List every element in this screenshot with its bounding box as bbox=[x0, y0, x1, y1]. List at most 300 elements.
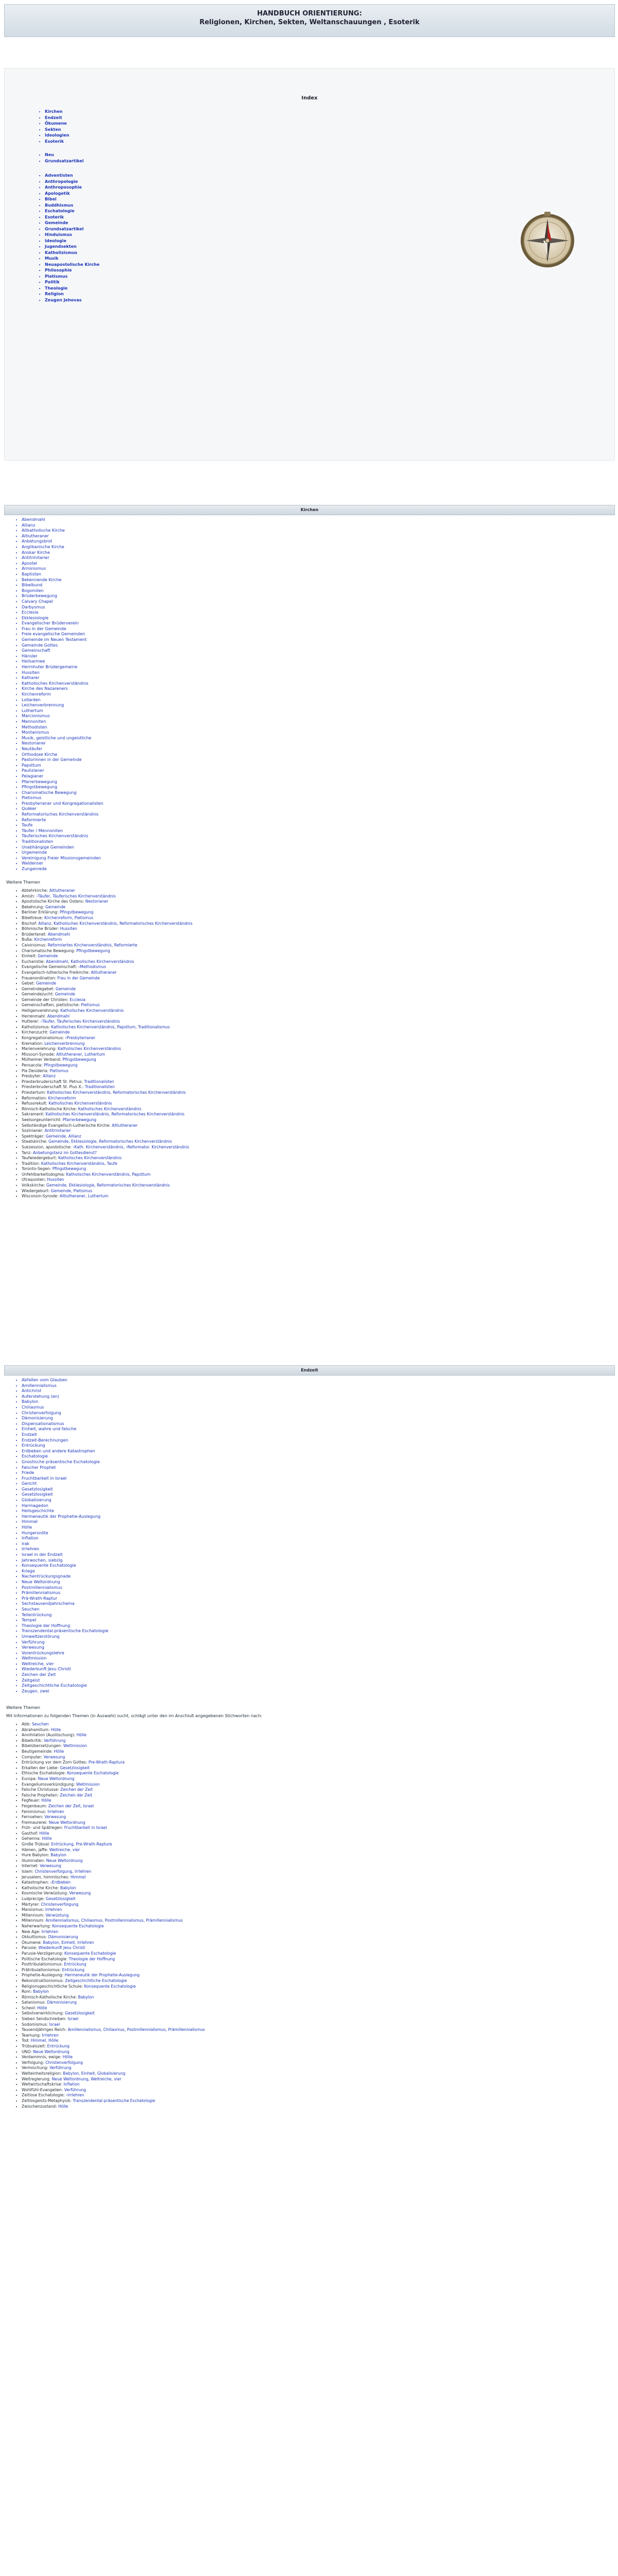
kirchen-more-item-link[interactable]: Gemeinde bbox=[54, 986, 76, 991]
endzeit-more-item-link[interactable]: Verwesung bbox=[38, 1863, 61, 1869]
kirchen-item-link[interactable]: Antitrinitarier bbox=[22, 555, 49, 561]
kirchen-item-link[interactable]: Ecclesia bbox=[22, 610, 39, 615]
index-item-link[interactable]: Sekten bbox=[45, 127, 61, 132]
kirchen-more-item-link[interactable]: Gemeinde bbox=[44, 904, 66, 909]
endzeit-more-item-link[interactable]: Irrlehren bbox=[44, 1907, 62, 1912]
endzeit-more-item-link[interactable]: Irrlehren bbox=[40, 1929, 59, 1934]
endzeit-more-item-link[interactable]: Himmel, Hölle bbox=[29, 2038, 59, 2043]
endzeit-more-item bbox=[22, 2011, 205, 2016]
index-item-link[interactable]: Anthroposophie bbox=[45, 185, 82, 190]
endzeit-item-link[interactable]: Erdbeben und andere Katastrophen bbox=[22, 1448, 95, 1453]
kirchen-more-item-link[interactable]: Gemeinde, Pietismus bbox=[49, 1188, 93, 1193]
endzeit-item-link[interactable]: Umweltzerstörung bbox=[22, 1634, 60, 1639]
endzeit-more-item-link[interactable]: Verwesung bbox=[68, 1891, 91, 1896]
endzeit-more-item-link[interactable]: Hölle bbox=[40, 1836, 52, 1841]
endzeit-item-link[interactable]: Sechstausendjahrschema bbox=[22, 1601, 75, 1606]
kirchen-more-item-link[interactable]: ›Täufer, Täuferisches Kirchenverständnis bbox=[39, 1019, 120, 1024]
kirchen-item-link[interactable]: Altkatholische Kirche bbox=[22, 528, 65, 533]
kirchen-item-link[interactable]: Abendmahl bbox=[22, 517, 45, 522]
endzeit-more-item-link[interactable]: Pre-Wrath-Raptura bbox=[87, 1760, 125, 1765]
endzeit-item-link[interactable]: Hungersnöte bbox=[22, 1530, 48, 1535]
endzeit-more-item-link[interactable]: Neue Weltordnung, Weltreiche, vier bbox=[50, 2076, 122, 2081]
endzeit-item-link[interactable]: Gnostische präsentische Eschatologie bbox=[22, 1459, 100, 1464]
endzeit-item-link[interactable]: Amillennialismus bbox=[22, 1383, 57, 1388]
kirchen-item-link[interactable]: Kirchenreform bbox=[22, 692, 51, 697]
endzeit-item-link[interactable]: Babylon bbox=[22, 1399, 39, 1404]
kirchen-item-link[interactable]: Musik, geistliche und ungeistliche bbox=[22, 735, 92, 740]
endzeit-more-item-link[interactable]: Babylon bbox=[59, 1885, 76, 1890]
endzeit-more-item-link[interactable]: Babylon bbox=[49, 1853, 67, 1858]
kirchen-item-link[interactable]: Montanismus bbox=[22, 730, 49, 735]
kirchen-more-item-link[interactable]: Antitrinitarier bbox=[43, 1128, 71, 1133]
kirchen-more-item-link[interactable]: ›Methodismus bbox=[77, 964, 106, 970]
endzeit-more-item-link[interactable]: Christenverfolgung, Irrlehren bbox=[33, 1869, 92, 1874]
endzeit-more-item-link[interactable]: ›Irrlehren bbox=[64, 2093, 84, 2098]
endzeit-item-link[interactable]: Gesetzlosigkeit bbox=[22, 1486, 53, 1492]
kirchen-item-link[interactable]: Heilsarmee bbox=[22, 659, 45, 664]
kirchen-more-item-link[interactable]: Pietismus bbox=[79, 1003, 100, 1008]
kirchen-more-item-link[interactable]: Pfingstbewegung bbox=[51, 1166, 87, 1172]
kirchen-more-item-link[interactable]: Katholisches Kirchenverständnis bbox=[57, 1156, 122, 1161]
endzeit-more-item-link[interactable]: Israel bbox=[66, 2016, 79, 2022]
endzeit-item-link[interactable]: Heilsgeschichte bbox=[22, 1509, 54, 1514]
kirchen-more-item-link[interactable]: Pfarrerbewegung bbox=[61, 1117, 97, 1122]
kirchen-more-item-link[interactable]: Traditionalisten bbox=[83, 1084, 115, 1090]
endzeit-more-item-link[interactable]: Hölle bbox=[57, 2104, 68, 2109]
kirchen-item-link[interactable]: Evangelischer Brüderverein bbox=[22, 621, 79, 626]
kirchen-item-link[interactable]: Darbysmus bbox=[22, 604, 45, 609]
endzeit-more-item-link[interactable]: Babylon, Einheit, Globalisierung bbox=[61, 2071, 126, 2076]
endzeit-item-link[interactable]: Globalisierung bbox=[22, 1498, 52, 1503]
endzeit-more-item-link[interactable]: Verführung bbox=[42, 1738, 66, 1743]
endzeit-more-item-link[interactable]: Amillennialismus, Chiliasmus, Postmillennialismus, Prämillennialismus bbox=[44, 1918, 183, 1923]
endzeit-item-link[interactable]: Entrückung bbox=[22, 1443, 45, 1448]
kirchen-item-link[interactable]: Pfarrerbewegung bbox=[22, 779, 57, 784]
endzeit-more-item bbox=[22, 1809, 205, 1815]
endzeit-more-item-link[interactable]: Babylon bbox=[77, 1994, 94, 1999]
endzeit-item-link[interactable]: Prä-Wrath-Raptur bbox=[22, 1596, 58, 1601]
endzeit-item-link[interactable]: Auferstehung (en) bbox=[22, 1394, 59, 1399]
endzeit-more-item-link[interactable]: Hölle bbox=[49, 1727, 61, 1732]
endzeit-more-item-link[interactable]: Christenverfolgung bbox=[44, 2060, 83, 2065]
endzeit-item-link[interactable]: Inflation bbox=[22, 1536, 39, 1541]
endzeit-more-item bbox=[22, 2006, 205, 2011]
endzeit-more-item-link[interactable]: Neue Weltordnung bbox=[31, 2049, 70, 2054]
kirchen-more-item-link[interactable]: Pietismus bbox=[48, 1068, 68, 1073]
endzeit-item-link[interactable]: Antichrist bbox=[22, 1388, 42, 1394]
index-item-link[interactable]: Apologetik bbox=[45, 191, 70, 196]
endzeit-item-link[interactable]: Endzeit-Berechnungen bbox=[22, 1437, 68, 1443]
endzeit-more-item-link[interactable]: Babylon, Einheit, Irrlehren bbox=[42, 1940, 94, 1945]
index-item-link[interactable]: Grundsatzartikel bbox=[45, 158, 84, 163]
endzeit-more-item-link[interactable]: Neue Weltordnung bbox=[37, 1776, 75, 1781]
endzeit-item-link[interactable]: Dispensationalismus bbox=[22, 1421, 64, 1426]
endzeit-more-item-link[interactable]: Theologie der Hoffnung bbox=[67, 1956, 115, 1961]
kirchen-more-item bbox=[22, 1079, 193, 1085]
kirchen-item-link[interactable]: Herrnhuter Brüdergemeine bbox=[22, 665, 78, 670]
index-item-link[interactable]: Philosophie bbox=[45, 268, 72, 273]
kirchen-more-item-link[interactable]: Abendmahl, Katholisches Kirchenverständnis bbox=[44, 959, 134, 964]
endzeit-more-item-link[interactable]: Konsequente Eschatologie bbox=[63, 1951, 116, 1956]
kirchen-more-item-link[interactable]: Leichenverbrennung bbox=[43, 1041, 85, 1046]
endzeit-item-link[interactable]: Eschatologie bbox=[22, 1454, 48, 1459]
endzeit-item-link[interactable]: Gesetzlosigkeit bbox=[22, 1492, 53, 1497]
endzeit-more-item-link[interactable]: Himmel bbox=[69, 1874, 86, 1879]
kirchen-item-link[interactable]: Hänsler bbox=[22, 653, 38, 658]
index-item-link[interactable]: Eschatologie bbox=[45, 209, 75, 213]
kirchen-more-item-link[interactable]: Altlutheraner bbox=[110, 1123, 138, 1128]
endzeit-item-link[interactable]: Weltreiche, vier bbox=[22, 1661, 54, 1666]
endzeit-more-item-link[interactable]: Babylon bbox=[31, 1989, 49, 1994]
kirchen-item-link[interactable]: Pastorinnen in der Gemeinde bbox=[22, 757, 82, 762]
index-item-link[interactable]: Theologie bbox=[45, 285, 68, 291]
kirchen-more-item-link[interactable]: ›Presbyterianer bbox=[64, 1036, 96, 1041]
endzeit-item-link[interactable]: Theologie der Hoffnung bbox=[22, 1623, 71, 1628]
endzeit-item bbox=[22, 1640, 108, 1646]
kirchen-more-item-link[interactable]: Altlutheraner bbox=[48, 888, 75, 893]
endzeit-more-item-link[interactable]: Gesetzlosigkeit bbox=[44, 1896, 76, 1901]
kirchen-item-link[interactable]: Bibelbund bbox=[22, 583, 43, 588]
endzeit-item-link[interactable]: Christenverfolgung bbox=[22, 1410, 61, 1415]
endzeit-more-item-link[interactable]: Israel bbox=[48, 2022, 60, 2027]
endzeit-more-item-link[interactable]: Hermeneutik der Prophetie-Auslegung bbox=[63, 1973, 140, 1978]
kirchen-item-link[interactable]: Methodisten bbox=[22, 724, 47, 730]
kirchen-item-link[interactable]: Katharer bbox=[22, 675, 40, 681]
kirchen-more-item-link[interactable]: Gemeinde, Ekklesiologie, Reformatorisches Kirchenverständnis bbox=[45, 1183, 170, 1188]
endzeit-item-link[interactable]: Endzeit bbox=[22, 1432, 37, 1437]
kirchen-more-item-link[interactable]: Katholisches Kirchenverständnis, Taufe bbox=[40, 1161, 117, 1166]
endzeit-more-item-link[interactable]: Zeitgeschichtliche Eschatologie bbox=[63, 1978, 127, 1983]
index-item-link[interactable]: Endzeit bbox=[45, 115, 62, 120]
kirchen-more-item-link[interactable]: Gemeinde, Ekklesiologie, Reformatorisches Kirchenverständnis bbox=[47, 1139, 172, 1144]
endzeit-item-link[interactable]: Israel in der Endzeit bbox=[22, 1552, 63, 1557]
endzeit-more-item-link[interactable]: Entrückung bbox=[61, 1967, 84, 1972]
endzeit-item-link[interactable]: Abfallen vom Glauben bbox=[22, 1378, 67, 1382]
kirchen-item-link[interactable]: Calvary Chapel bbox=[22, 599, 53, 604]
kirchen-more-item-link[interactable]: ›Kath. Kirchenverständnis, ›Reformator. Kirchenverständnis bbox=[72, 1144, 190, 1149]
kirchen-item-link[interactable]: Ekklesiologie bbox=[22, 615, 49, 620]
endzeit-more-item-link[interactable]: Gesetzlosigkeit bbox=[58, 1765, 90, 1770]
kirchen-more-item-link[interactable]: Katholisches Kirchenverständnis bbox=[56, 1046, 122, 1052]
index-item-link[interactable]: Buddhismus bbox=[45, 202, 74, 208]
kirchen-more-item-link[interactable]: Katholisches Kirchenverständnis, Reformatorisches Kirchenverständnis bbox=[44, 1112, 185, 1117]
index-item-link[interactable]: Gemeinde bbox=[45, 221, 68, 225]
kirchen-more-item-link[interactable]: Gemeinde bbox=[54, 992, 75, 997]
kirchen-item-link[interactable]: Kirche des Nazareners bbox=[22, 686, 68, 691]
kirchen-more-item-link[interactable]: Ecclesia bbox=[68, 997, 85, 1002]
endzeit-item-link[interactable]: Verwesung bbox=[22, 1645, 44, 1650]
endzeit-item-link[interactable]: Teilentrückung bbox=[22, 1612, 52, 1617]
kirchen-item-link[interactable]: Gemeinschaft bbox=[22, 648, 50, 653]
kirchen-more-item-link[interactable]: Anbetungstanz im Gottesdienst? bbox=[31, 1150, 97, 1155]
kirchen-item-link[interactable]: Täuferisches Kirchenverständnis bbox=[22, 834, 89, 839]
endzeit-more-item-link[interactable]: Irrlehren bbox=[41, 2032, 59, 2038]
kirchen-more-item-link[interactable]: Frau in der Gemeinde bbox=[56, 975, 100, 980]
kirchen-more-item-link[interactable]: Hussiten bbox=[59, 926, 77, 931]
kirchen-item-link[interactable]: Reformatorisches Kirchenverständnis bbox=[22, 812, 99, 817]
index-item-link[interactable]: Kirchen bbox=[45, 109, 63, 114]
kirchen-more-item-link[interactable]: Katholisches Kirchenverständnis bbox=[47, 1101, 112, 1106]
kirchen-more-item-link[interactable]: Katholisches Kirchenverständnis, Papsttum, Traditionalismus bbox=[49, 1024, 170, 1029]
endzeit-item bbox=[22, 1394, 108, 1400]
kirchen-more-item-link[interactable]: Allianz bbox=[41, 1074, 56, 1079]
endzeit-more-item-link[interactable]: Seuchen bbox=[30, 1722, 49, 1726]
endzeit-item-link[interactable]: Himmel bbox=[22, 1519, 38, 1524]
endzeit-more-item-link[interactable]: Inflation bbox=[62, 2082, 80, 2087]
endzeit-item-link[interactable]: Wiederkunft Jesu Christi bbox=[22, 1667, 71, 1672]
endzeit-item-link[interactable]: Zeitgeist bbox=[22, 1677, 40, 1683]
index-item-link[interactable]: Politik bbox=[45, 280, 60, 284]
kirchen-item-link[interactable]: Täufer / Mennoniten bbox=[22, 828, 63, 833]
endzeit-item bbox=[22, 1574, 108, 1580]
endzeit-more-item-link[interactable]: Hölle bbox=[61, 2055, 73, 2060]
index-item-link[interactable]: Esoterik bbox=[45, 139, 64, 144]
kirchen-more-item-link[interactable]: Kirchenreform bbox=[33, 937, 62, 942]
index-item-link[interactable]: Bibel bbox=[45, 197, 57, 201]
kirchen-item-link[interactable]: Hussiten bbox=[22, 670, 40, 675]
kirchen-item-link[interactable]: Charismatische Bewegung bbox=[22, 790, 77, 795]
kirchen-item-link[interactable]: Pfingstbewegung bbox=[22, 785, 58, 790]
endzeit-more-item-link[interactable]: Dämonisierung bbox=[45, 2000, 77, 2005]
kirchen-more-item-link[interactable]: Kirchenreform, Pietismus bbox=[43, 915, 94, 920]
kirchen-more-item-link[interactable]: Allianz, Katholisches Kirchenverständnis, Reformatorisches Kirchenverständnis bbox=[37, 921, 193, 926]
kirchen-more-item-link[interactable]: Pfingstbewegung bbox=[58, 910, 94, 915]
index-item-link[interactable]: Ideologie bbox=[45, 238, 66, 243]
kirchen-item-link[interactable]: Presbyterianer und Kongregationalisten bbox=[22, 801, 104, 806]
kirchen-more-item-link[interactable]: Abendmahl bbox=[46, 931, 71, 937]
index-item-link[interactable]: Ökumene bbox=[45, 121, 67, 126]
endzeit-more-item-link[interactable]: Hölle bbox=[53, 1749, 64, 1754]
index-item-link[interactable]: Anthropologie bbox=[45, 179, 78, 184]
endzeit-more-item-link[interactable]: Verführung bbox=[48, 2065, 72, 2071]
endzeit-more-item-link[interactable]: Amillennialismus, Chiliasmus, Postmillennialismus, Prämillennialismus bbox=[66, 2027, 205, 2032]
kirchen-item bbox=[22, 621, 104, 626]
endzeit-more-item-link[interactable]: ›Erdbeben bbox=[49, 1880, 71, 1885]
kirchen-item-link[interactable]: Mennoniten bbox=[22, 719, 46, 724]
kirchen-more-item-link[interactable]: Katholisches Kirchenverständnis bbox=[59, 1008, 124, 1013]
endzeit-more-item-term: Millennium: bbox=[22, 1918, 45, 1923]
endzeit-more-item-term: Zwischenzustand: bbox=[22, 2104, 57, 2109]
kirchen-item-link[interactable]: Pietismus bbox=[22, 795, 42, 801]
endzeit-item-link[interactable]: Zeugen, zwei bbox=[22, 1688, 49, 1693]
endzeit-more-item-link[interactable]: Weltmission bbox=[75, 1782, 100, 1787]
endzeit-item-link[interactable]: Fruchtbarkeit in Israel bbox=[22, 1476, 67, 1481]
endzeit-item-link[interactable]: Verführung bbox=[22, 1639, 45, 1645]
endzeit-item-link[interactable]: Chiliasmus bbox=[22, 1404, 44, 1410]
kirchen-item-link[interactable]: Anskar Kirche bbox=[22, 550, 50, 555]
kirchen-more-item-link[interactable]: Gemeinde bbox=[48, 1030, 70, 1035]
kirchen-item-link[interactable]: Traditionalisten bbox=[22, 839, 54, 844]
kirchen-more-item-link[interactable]: Abendmahl bbox=[46, 1013, 70, 1019]
kirchen-item-link[interactable]: Arminismus bbox=[22, 566, 46, 571]
kirchen-more-item-link[interactable]: Pfingstbewegung bbox=[42, 1063, 78, 1067]
endzeit-item-link[interactable]: Konsequente Eschatologie bbox=[22, 1563, 76, 1568]
endzeit-more-item-link[interactable]: Neue Weltordnung bbox=[45, 1858, 83, 1863]
endzeit-item-link[interactable]: Harmagedon bbox=[22, 1503, 48, 1508]
kirchen-item-link[interactable]: Apostel bbox=[22, 561, 37, 566]
kirchen-more-item-link[interactable]: Hussiten bbox=[46, 1177, 64, 1182]
endzeit-item-link[interactable]: Neue Weltordnung bbox=[22, 1579, 60, 1584]
endzeit-more-item-link[interactable]: Verwesung bbox=[42, 1754, 65, 1759]
kirchen-more-item-link[interactable]: Katholisches Kirchenverständnis bbox=[77, 1106, 142, 1111]
kirchen-item-link[interactable]: Unabhängige Gemeinden bbox=[22, 844, 74, 850]
endzeit-more-item-link[interactable]: Konsequente Eschatologie bbox=[65, 1771, 119, 1776]
kirchen-more-item bbox=[22, 899, 193, 905]
index-item-link[interactable]: Jugendsekten bbox=[45, 244, 77, 249]
kirchen-item-link[interactable]: Urgemeinde bbox=[22, 850, 47, 855]
endzeit-more-item-link[interactable]: Hölle bbox=[40, 1798, 52, 1803]
kirchen-item-link[interactable]: Nestorianer bbox=[22, 741, 46, 746]
endzeit-item-link[interactable]: Tempel bbox=[22, 1618, 37, 1623]
endzeit-item-link[interactable]: Friede bbox=[22, 1470, 35, 1476]
kirchen-item bbox=[22, 736, 104, 741]
endzeit-item-link[interactable]: Irrlehren bbox=[22, 1547, 40, 1552]
kirchen-item-link[interactable]: Allianz bbox=[22, 522, 36, 528]
kirchen-more-item-link[interactable]: Altlutheraner bbox=[90, 970, 117, 975]
kirchen-more-item-link[interactable]: Nestorianer bbox=[84, 899, 109, 904]
kirchen-item-link[interactable]: Pelagianer bbox=[22, 773, 44, 778]
index-item-link[interactable]: Pietismus bbox=[45, 274, 68, 279]
kirchen-item-link[interactable]: Anglikanische Kirche bbox=[22, 544, 64, 549]
kirchen-more-item-link[interactable]: Katholisches Kirchenverständnis, Papsttum bbox=[64, 1172, 151, 1177]
endzeit-more-item-link[interactable]: Entrückung, Pre-Wrath-Rapture bbox=[49, 1842, 112, 1847]
kirchen-item-link[interactable]: Neutäufer bbox=[22, 746, 43, 751]
kirchen-more-item-link[interactable]: Reformiertes Kirchenverständnis, Reformierte bbox=[46, 942, 138, 947]
endzeit-item-link[interactable]: Prämillennialismus bbox=[22, 1590, 61, 1596]
index-item-link[interactable]: Esoterik bbox=[45, 214, 64, 219]
endzeit-item-link[interactable]: Dämonisierung bbox=[22, 1416, 53, 1421]
index-item-link[interactable]: Grundsatzartikel bbox=[45, 226, 84, 231]
endzeit-more-item-link[interactable]: Wiederkunft Jesu Christi bbox=[37, 1945, 85, 1951]
endzeit-more-item-link[interactable]: Entrückung bbox=[46, 2044, 70, 2049]
kirchen-more-item-link[interactable]: Pfingstbewegung bbox=[75, 948, 110, 953]
index-item-link[interactable]: Katholizismus bbox=[45, 250, 78, 255]
kirchen-item-link[interactable]: Marcionismus bbox=[22, 714, 50, 719]
kirchen-item-link[interactable]: Zungenrede bbox=[22, 867, 47, 871]
index-item-link[interactable]: Zeugen Jehovas bbox=[45, 297, 82, 302]
endzeit-item-link[interactable]: Falscher Prophet bbox=[22, 1465, 56, 1470]
endzeit-more-item-link[interactable]: Hölle bbox=[75, 1733, 87, 1738]
kirchen-more-item-link[interactable]: Gemeinde bbox=[35, 981, 57, 986]
kirchen-item-link[interactable]: Quäker bbox=[22, 806, 37, 811]
kirchen-item-link[interactable]: Bogomilen bbox=[22, 588, 44, 593]
kirchen-item-link[interactable]: Gemeinde im Neuen Testament bbox=[22, 637, 87, 642]
kirchen-item-link[interactable]: Baptisten bbox=[22, 571, 42, 577]
kirchen-item bbox=[22, 747, 104, 752]
endzeit-more-item-link[interactable]: Christenverfolgung bbox=[39, 1902, 79, 1907]
kirchen-more-item-term: Gemeindezucht: bbox=[22, 992, 54, 997]
kirchen-item-link[interactable]: Altlutheraner bbox=[22, 533, 49, 538]
endzeit-item-link[interactable]: Hölle bbox=[22, 1525, 32, 1530]
kirchen-item-link[interactable]: Papsttum bbox=[22, 762, 41, 768]
endzeit-more-item-link[interactable]: Transzendental-präsentische Eschatologie bbox=[71, 2098, 156, 2103]
endzeit-more-item-link[interactable]: Verwüstung bbox=[44, 1912, 69, 1918]
kirchen-more-item-link[interactable]: Gemeinde, Allianz bbox=[44, 1133, 81, 1139]
endzeit-item-link[interactable]: Irak bbox=[22, 1541, 30, 1546]
kirchen-more-item-link[interactable]: ›Täufer, Täuferisches Kirchenverständnis bbox=[35, 893, 116, 899]
kirchen-item-link[interactable]: Frau in der Gemeinde bbox=[22, 626, 66, 631]
endzeit-more-item-link[interactable]: Weltreiche, vier bbox=[48, 1847, 80, 1852]
kirchen-item-link[interactable]: Vereinigung Freier Missionsgemeinden bbox=[22, 855, 101, 860]
endzeit-item-link[interactable]: Transzendental-präsentische Eschatologie bbox=[22, 1629, 109, 1634]
kirchen-item-link[interactable]: Lollarden bbox=[22, 697, 41, 702]
endzeit-more-item-link[interactable]: Zeichen der Zeit bbox=[59, 1787, 93, 1792]
endzeit-item-link[interactable]: Zeichen der Zeit bbox=[22, 1672, 56, 1677]
endzeit-more-item bbox=[22, 2071, 205, 2077]
kirchen-item-link[interactable]: Taufe bbox=[22, 823, 33, 828]
endzeit-more-item-link[interactable]: Fruchtbarkeit in Israel bbox=[63, 1825, 107, 1831]
kirchen-item-link[interactable]: Luthertum bbox=[22, 708, 43, 713]
kirchen-more-item-link[interactable]: Katholisches Kirchenverständnis, Reformatorisches Kirchenverständnis bbox=[45, 1090, 186, 1095]
endzeit-more-item-link[interactable]: Zeichen der Zeit, Israel bbox=[47, 1803, 94, 1808]
kirchen-more-item-link[interactable]: Traditionalisten bbox=[83, 1079, 114, 1084]
kirchen-more-item-link[interactable]: Altlutheraner, Luthertum bbox=[58, 1194, 109, 1199]
endzeit-more-item-link[interactable]: Weltmission bbox=[62, 1743, 87, 1749]
kirchen-item-link[interactable]: Reformierte bbox=[22, 817, 46, 822]
kirchen-item-link[interactable]: Brüderbewegung bbox=[22, 594, 57, 599]
index-item-link[interactable]: Musik bbox=[45, 256, 59, 261]
endzeit-item-link[interactable]: Weltmission bbox=[22, 1656, 47, 1661]
index-item-link[interactable]: Neuapostolische Kirche bbox=[45, 262, 100, 267]
endzeit-more-item-link[interactable]: Zeichen der Zeit bbox=[58, 1792, 93, 1798]
kirchen-item bbox=[22, 741, 104, 747]
endzeit-more-item-link[interactable]: Entrückung bbox=[62, 1962, 87, 1967]
endzeit-item-link[interactable]: Einheit, wahre und falsche bbox=[22, 1427, 77, 1432]
endzeit-item-link[interactable]: Seuchen bbox=[22, 1606, 40, 1612]
kirchen-item-link[interactable]: Waldenser bbox=[22, 861, 43, 866]
index-item-link[interactable]: Religion bbox=[45, 292, 64, 296]
endzeit-more-item-link[interactable]: Konsequente Eschatologie bbox=[50, 1923, 104, 1928]
endzeit-item-link[interactable]: Zeitgeschichtliche Eschatologie bbox=[22, 1683, 87, 1688]
endzeit-item-link[interactable]: Jahrwochen, siebzig bbox=[22, 1557, 63, 1563]
index-item-link[interactable]: Ideologien bbox=[45, 133, 70, 138]
endzeit-item-link[interactable]: Hermeneutik der Prophetie-Auslegung bbox=[22, 1514, 101, 1519]
endzeit-more-item-link[interactable]: Verführung bbox=[63, 2087, 86, 2092]
endzeit-more-item-link[interactable]: Gesetzlosigkeit bbox=[63, 2011, 95, 2016]
endzeit-item-link[interactable]: Nachentrückungsgnade bbox=[22, 1574, 71, 1579]
endzeit-more-item bbox=[22, 1738, 205, 1744]
endzeit-more-item-link[interactable]: Konsequente Eschatologie bbox=[82, 1984, 136, 1989]
endzeit-more-item-link[interactable]: Neue Weltordnung bbox=[47, 1820, 85, 1825]
kirchen-more-item-link[interactable]: Altlutheraner, Luthertum bbox=[55, 1052, 105, 1057]
endzeit-more-item-link[interactable]: Hölle bbox=[38, 1831, 49, 1836]
endzeit-more-item-link[interactable]: Hölle bbox=[36, 2005, 47, 2010]
kirchen-item-link[interactable]: Orthodoxe Kirche bbox=[22, 752, 58, 757]
kirchen-item-link[interactable]: Leichenverbrennung bbox=[22, 703, 64, 708]
kirchen-item-link[interactable]: Paulizianer bbox=[22, 768, 44, 773]
kirchen-item-link[interactable]: Gemeinde Gottes bbox=[22, 642, 58, 648]
kirchen-item-link[interactable]: Anbetungsbrot bbox=[22, 539, 53, 544]
endzeit-item-link[interactable]: Postmillennialismus bbox=[22, 1585, 63, 1590]
endzeit-more-item-link[interactable]: Verwesung bbox=[43, 1815, 66, 1820]
endzeit-item-link[interactable]: Vorentrückungslehre bbox=[22, 1650, 64, 1655]
kirchen-item-link[interactable]: Bekennende Kirche bbox=[22, 577, 62, 582]
kirchen-more-item-term: Volkskirche: bbox=[22, 1183, 45, 1188]
kirchen-more-item-link[interactable]: Gemeinde bbox=[36, 954, 58, 959]
index-item-link[interactable]: Adventisten bbox=[45, 173, 73, 178]
endzeit-item-link[interactable]: Gericht bbox=[22, 1481, 37, 1486]
index-item-link[interactable]: Hinduismus bbox=[45, 232, 72, 237]
endzeit-item-link[interactable]: Kriege bbox=[22, 1568, 35, 1573]
endzeit-more-item-link[interactable]: Dämonisierung bbox=[47, 1935, 78, 1940]
kirchen-item bbox=[22, 675, 104, 681]
kirchen-more-item-link[interactable]: Pfingstbewegung bbox=[61, 1057, 96, 1062]
kirchen-more-item-link[interactable]: Kirchenreform bbox=[47, 1095, 76, 1100]
endzeit-more-item-link[interactable]: Irrlehren bbox=[46, 1809, 64, 1814]
kirchen-item-link[interactable]: Katholisches Kirchenverständnis bbox=[22, 681, 89, 686]
index-item-link[interactable]: Neu bbox=[45, 152, 54, 157]
kirchen-item-link[interactable]: Freie evangelische Gemeinden bbox=[22, 632, 85, 637]
